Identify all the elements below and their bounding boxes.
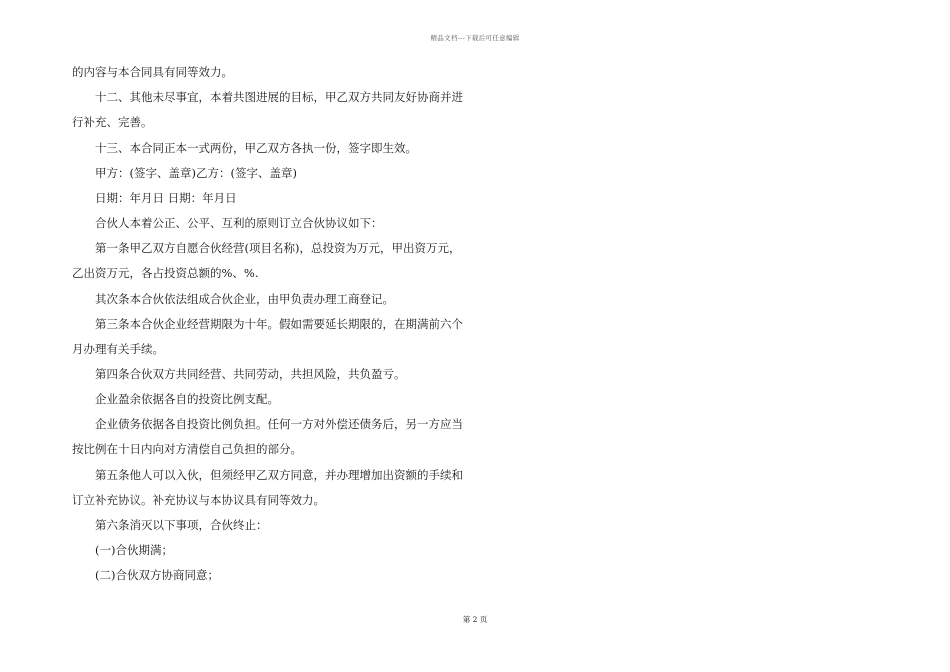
list-item: (一)合伙期满； bbox=[95, 543, 173, 557]
clause-5: 第五条他人可以入伙，但须经甲乙双方同意，并办理增加出资额的手续和 bbox=[95, 468, 463, 482]
clause-4: 第四条合伙双方共同经营、共同劳动，共担风险，共负盈亏。 bbox=[95, 367, 406, 381]
text-line: 乙出资万元，各占投资总额的%、%. bbox=[72, 266, 259, 280]
date-line: 日期：年月日 日期：年月日 bbox=[95, 191, 237, 205]
list-item: (二)合伙双方协商同意； bbox=[95, 568, 219, 582]
text-line: 十三、本合同正本一式两份，甲乙双方各执一份，签字即生效。 bbox=[95, 141, 417, 155]
text-line: 行补充、完善。 bbox=[72, 115, 153, 129]
signature-line: 甲方：(签字、盖章)乙方：(签字、盖章) bbox=[95, 166, 297, 180]
page-number: 第 2 页 bbox=[462, 615, 488, 624]
text-line: 月办理有关手续。 bbox=[72, 342, 164, 356]
text-line: 按比例在十日内向对方清偿自己负担的部分。 bbox=[72, 442, 302, 456]
clause-6: 第六条消灭以下事项，合伙终止： bbox=[95, 518, 268, 532]
text-line: 十二、其他未尽事宜，本着共图进展的目标，甲乙双方共同友好协商并进 bbox=[95, 90, 463, 104]
text-line: 合伙人本着公正、公平、互利的原则订立合伙协议如下： bbox=[95, 216, 383, 230]
clause-1: 第一条甲乙双方自愿合伙经营(项目名称)，总投资为万元，甲出资万元， bbox=[95, 241, 461, 255]
text-line: 订立补充协议。补充协议与本协议具有同等效力。 bbox=[72, 493, 325, 507]
text-line: 企业盈余依据各自的投资比例支配。 bbox=[95, 392, 279, 406]
text-line: 的内容与本合同具有同等效力。 bbox=[72, 65, 233, 79]
page-header: 精品文档---下载后可任意编辑 bbox=[430, 34, 520, 42]
clause-2: 其次条本合伙依法组成合伙企业，由甲负责办理工商登记。 bbox=[95, 292, 394, 306]
text-line: 企业债务依据各自投资比例负担。任何一方对外偿还债务后，另一方应当 bbox=[95, 417, 463, 431]
clause-3: 第三条本合伙企业经营期限为十年。假如需要延长期限的，在期满前六个 bbox=[95, 317, 463, 331]
